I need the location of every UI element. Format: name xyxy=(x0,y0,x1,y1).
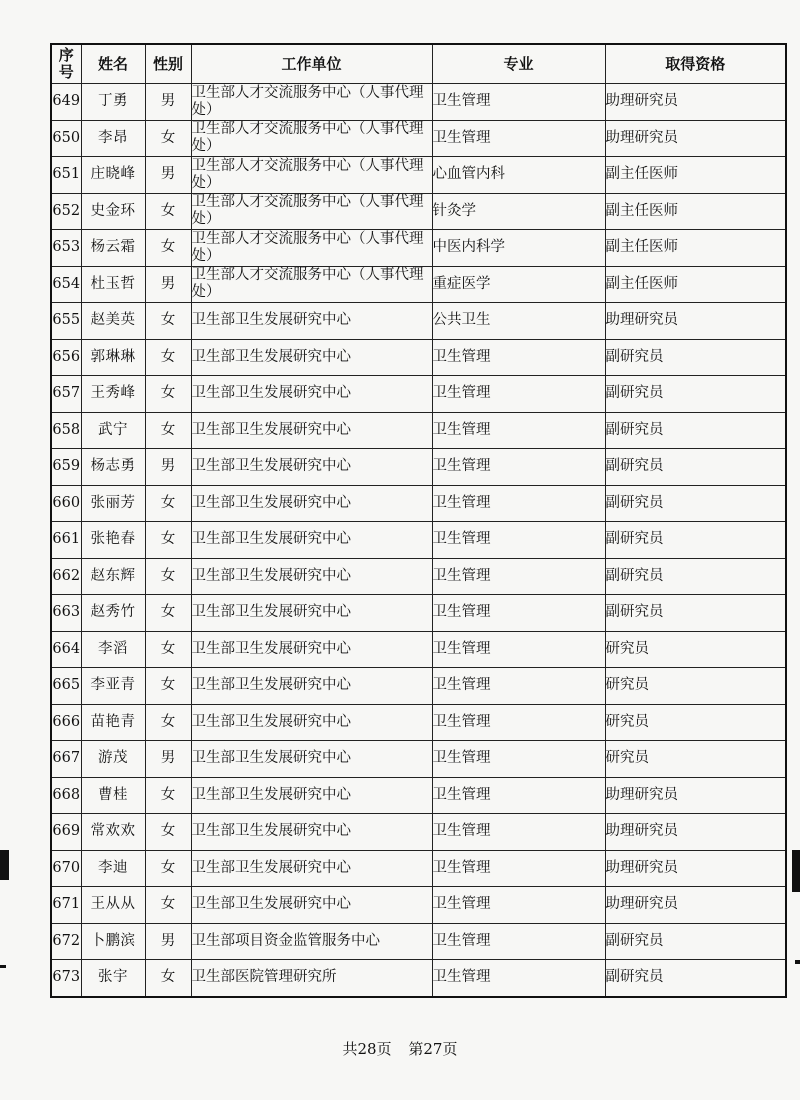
cell-gender: 女 xyxy=(145,777,191,814)
table-row xyxy=(51,923,786,960)
cell-major: 公共卫生 xyxy=(432,303,605,340)
footer-current-page: 第27页 xyxy=(408,1040,458,1058)
cell-major: 卫生管理 xyxy=(432,814,605,851)
cell-no: 667 xyxy=(51,741,81,778)
table-row xyxy=(51,193,786,230)
cell-major: 卫生管理 xyxy=(432,339,605,376)
cell-major: 卫生管理 xyxy=(432,887,605,924)
header-name: 姓名 xyxy=(81,44,145,84)
cell-gender: 女 xyxy=(145,303,191,340)
table-row xyxy=(51,412,786,449)
cell-unit: 卫生部卫生发展研究中心 xyxy=(191,668,432,705)
cell-name: 苗艳青 xyxy=(81,704,145,741)
cell-gender: 女 xyxy=(145,631,191,668)
cell-unit: 卫生部卫生发展研究中心 xyxy=(191,522,432,559)
header-major: 专业 xyxy=(432,44,605,84)
cell-unit: 卫生部卫生发展研究中心 xyxy=(191,412,432,449)
table-row xyxy=(51,522,786,559)
cell-no: 660 xyxy=(51,485,81,522)
cell-name: 杨志勇 xyxy=(81,449,145,486)
cell-gender: 男 xyxy=(145,923,191,960)
cell-name: 王从从 xyxy=(81,887,145,924)
cell-name: 武宁 xyxy=(81,412,145,449)
cell-major: 针灸学 xyxy=(432,193,605,230)
cell-name: 赵美英 xyxy=(81,303,145,340)
cell-major: 卫生管理 xyxy=(432,923,605,960)
cell-qualification: 副研究员 xyxy=(605,485,786,522)
cell-unit: 卫生部项目资金监管服务中心 xyxy=(191,923,432,960)
cell-unit: 卫生部卫生发展研究中心 xyxy=(191,449,432,486)
cell-gender: 女 xyxy=(145,960,191,997)
cell-gender: 女 xyxy=(145,668,191,705)
cell-no: 650 xyxy=(51,120,81,157)
header-no: 序号 xyxy=(51,44,81,84)
cell-name: 丁勇 xyxy=(81,84,145,121)
cell-no: 661 xyxy=(51,522,81,559)
cell-unit: 卫生部卫生发展研究中心 xyxy=(191,303,432,340)
cell-qualification: 副主任医师 xyxy=(605,193,786,230)
cell-qualification: 助理研究员 xyxy=(605,850,786,887)
cell-no: 649 xyxy=(51,84,81,121)
cell-qualification: 副研究员 xyxy=(605,522,786,559)
cell-no: 654 xyxy=(51,266,81,303)
cell-qualification: 研究员 xyxy=(605,631,786,668)
cell-major: 卫生管理 xyxy=(432,449,605,486)
cell-gender: 男 xyxy=(145,84,191,121)
table-row xyxy=(51,741,786,778)
cell-gender: 女 xyxy=(145,230,191,267)
cell-no: 671 xyxy=(51,887,81,924)
cell-major: 卫生管理 xyxy=(432,595,605,632)
cell-name: 史金环 xyxy=(81,193,145,230)
cell-qualification: 副研究员 xyxy=(605,376,786,413)
cell-no: 673 xyxy=(51,960,81,997)
cell-major: 卫生管理 xyxy=(432,668,605,705)
cell-no: 670 xyxy=(51,850,81,887)
cell-unit: 卫生部医院管理研究所 xyxy=(191,960,432,997)
cell-name: 杜玉哲 xyxy=(81,266,145,303)
cell-qualification: 副研究员 xyxy=(605,558,786,595)
cell-no: 653 xyxy=(51,230,81,267)
cell-name: 游茂 xyxy=(81,741,145,778)
cell-no: 668 xyxy=(51,777,81,814)
cell-qualification: 副主任医师 xyxy=(605,230,786,267)
cell-qualification: 副研究员 xyxy=(605,960,786,997)
cell-major: 卫生管理 xyxy=(432,631,605,668)
roster-table xyxy=(50,43,787,998)
cell-unit: 卫生部卫生发展研究中心 xyxy=(191,485,432,522)
cell-gender: 女 xyxy=(145,887,191,924)
cell-gender: 男 xyxy=(145,741,191,778)
cell-unit: 卫生部人才交流服务中心（人事代理处） xyxy=(191,157,432,194)
cell-qualification: 助理研究员 xyxy=(605,120,786,157)
cell-qualification: 助理研究员 xyxy=(605,84,786,121)
cell-unit: 卫生部人才交流服务中心（人事代理处） xyxy=(191,193,432,230)
cell-gender: 女 xyxy=(145,704,191,741)
cell-qualification: 副主任医师 xyxy=(605,157,786,194)
cell-qualification: 副主任医师 xyxy=(605,266,786,303)
footer-total-pages: 共28页 xyxy=(342,1040,392,1058)
table-row xyxy=(51,376,786,413)
cell-gender: 女 xyxy=(145,412,191,449)
cell-no: 669 xyxy=(51,814,81,851)
table-row xyxy=(51,558,786,595)
cell-name: 赵秀竹 xyxy=(81,595,145,632)
cell-major: 卫生管理 xyxy=(432,960,605,997)
cell-gender: 女 xyxy=(145,376,191,413)
cell-qualification: 副研究员 xyxy=(605,339,786,376)
cell-name: 张丽芳 xyxy=(81,485,145,522)
cell-unit: 卫生部卫生发展研究中心 xyxy=(191,850,432,887)
table-body xyxy=(51,84,786,997)
cell-unit: 卫生部卫生发展研究中心 xyxy=(191,595,432,632)
cell-gender: 女 xyxy=(145,558,191,595)
cell-major: 卫生管理 xyxy=(432,376,605,413)
cell-gender: 男 xyxy=(145,449,191,486)
cell-name: 张宇 xyxy=(81,960,145,997)
cell-qualification: 助理研究员 xyxy=(605,887,786,924)
cell-unit: 卫生部卫生发展研究中心 xyxy=(191,777,432,814)
table-row xyxy=(51,595,786,632)
table-row xyxy=(51,449,786,486)
cell-qualification: 研究员 xyxy=(605,704,786,741)
cell-gender: 男 xyxy=(145,157,191,194)
cell-unit: 卫生部卫生发展研究中心 xyxy=(191,376,432,413)
cell-name: 常欢欢 xyxy=(81,814,145,851)
table-row xyxy=(51,887,786,924)
cell-no: 656 xyxy=(51,339,81,376)
scan-mark-left-small xyxy=(0,965,6,968)
table-row xyxy=(51,704,786,741)
cell-gender: 女 xyxy=(145,850,191,887)
cell-major: 卫生管理 xyxy=(432,412,605,449)
header-gender: 性别 xyxy=(145,44,191,84)
table-row xyxy=(51,960,786,997)
cell-major: 卫生管理 xyxy=(432,741,605,778)
cell-no: 657 xyxy=(51,376,81,413)
cell-no: 663 xyxy=(51,595,81,632)
cell-qualification: 研究员 xyxy=(605,741,786,778)
cell-no: 655 xyxy=(51,303,81,340)
cell-qualification: 助理研究员 xyxy=(605,303,786,340)
cell-name: 赵东辉 xyxy=(81,558,145,595)
cell-gender: 女 xyxy=(145,120,191,157)
table-row xyxy=(51,814,786,851)
cell-no: 662 xyxy=(51,558,81,595)
cell-qualification: 副研究员 xyxy=(605,595,786,632)
cell-name: 杨云霜 xyxy=(81,230,145,267)
cell-name: 李昂 xyxy=(81,120,145,157)
scan-mark-left xyxy=(0,850,9,880)
cell-gender: 女 xyxy=(145,522,191,559)
cell-unit: 卫生部人才交流服务中心（人事代理处） xyxy=(191,266,432,303)
cell-major: 卫生管理 xyxy=(432,777,605,814)
cell-qualification: 副研究员 xyxy=(605,449,786,486)
cell-major: 重症医学 xyxy=(432,266,605,303)
cell-unit: 卫生部卫生发展研究中心 xyxy=(191,339,432,376)
cell-major: 中医内科学 xyxy=(432,230,605,267)
header-qualification: 取得资格 xyxy=(605,44,786,84)
table-row xyxy=(51,157,786,194)
header-unit: 工作单位 xyxy=(191,44,432,84)
cell-unit: 卫生部人才交流服务中心（人事代理处） xyxy=(191,120,432,157)
cell-no: 658 xyxy=(51,412,81,449)
table-row xyxy=(51,339,786,376)
cell-qualification: 研究员 xyxy=(605,668,786,705)
table-row xyxy=(51,120,786,157)
cell-qualification: 副研究员 xyxy=(605,923,786,960)
cell-name: 曹桂 xyxy=(81,777,145,814)
table-row xyxy=(51,777,786,814)
cell-major: 卫生管理 xyxy=(432,558,605,595)
cell-major: 卫生管理 xyxy=(432,84,605,121)
cell-name: 李亚青 xyxy=(81,668,145,705)
scan-mark-right-small xyxy=(795,960,800,964)
table-header-row xyxy=(51,44,786,84)
cell-gender: 女 xyxy=(145,485,191,522)
cell-gender: 女 xyxy=(145,814,191,851)
cell-gender: 女 xyxy=(145,339,191,376)
table-row xyxy=(51,303,786,340)
cell-no: 672 xyxy=(51,923,81,960)
cell-name: 李滔 xyxy=(81,631,145,668)
page-footer xyxy=(0,1038,800,1059)
cell-no: 652 xyxy=(51,193,81,230)
table-row xyxy=(51,485,786,522)
cell-gender: 男 xyxy=(145,266,191,303)
cell-unit: 卫生部卫生发展研究中心 xyxy=(191,558,432,595)
cell-major: 心血管内科 xyxy=(432,157,605,194)
cell-major: 卫生管理 xyxy=(432,850,605,887)
cell-unit: 卫生部人才交流服务中心（人事代理处） xyxy=(191,230,432,267)
cell-unit: 卫生部卫生发展研究中心 xyxy=(191,741,432,778)
cell-qualification: 助理研究员 xyxy=(605,814,786,851)
cell-no: 664 xyxy=(51,631,81,668)
cell-name: 卜鹏滨 xyxy=(81,923,145,960)
cell-gender: 女 xyxy=(145,595,191,632)
cell-unit: 卫生部卫生发展研究中心 xyxy=(191,814,432,851)
cell-no: 659 xyxy=(51,449,81,486)
cell-name: 王秀峰 xyxy=(81,376,145,413)
cell-unit: 卫生部卫生发展研究中心 xyxy=(191,704,432,741)
table-row xyxy=(51,631,786,668)
cell-name: 庄晓峰 xyxy=(81,157,145,194)
cell-no: 666 xyxy=(51,704,81,741)
scan-mark-right xyxy=(792,850,800,892)
cell-major: 卫生管理 xyxy=(432,120,605,157)
cell-no: 665 xyxy=(51,668,81,705)
cell-qualification: 副研究员 xyxy=(605,412,786,449)
cell-name: 郭琳琳 xyxy=(81,339,145,376)
cell-major: 卫生管理 xyxy=(432,485,605,522)
cell-major: 卫生管理 xyxy=(432,704,605,741)
table-row xyxy=(51,266,786,303)
cell-unit: 卫生部卫生发展研究中心 xyxy=(191,631,432,668)
cell-gender: 女 xyxy=(145,193,191,230)
cell-no: 651 xyxy=(51,157,81,194)
cell-name: 李迪 xyxy=(81,850,145,887)
table-row xyxy=(51,668,786,705)
cell-qualification: 助理研究员 xyxy=(605,777,786,814)
table-row xyxy=(51,84,786,121)
table-row xyxy=(51,230,786,267)
cell-unit: 卫生部人才交流服务中心（人事代理处） xyxy=(191,84,432,121)
cell-major: 卫生管理 xyxy=(432,522,605,559)
table-row xyxy=(51,850,786,887)
cell-unit: 卫生部卫生发展研究中心 xyxy=(191,887,432,924)
cell-name: 张艳春 xyxy=(81,522,145,559)
